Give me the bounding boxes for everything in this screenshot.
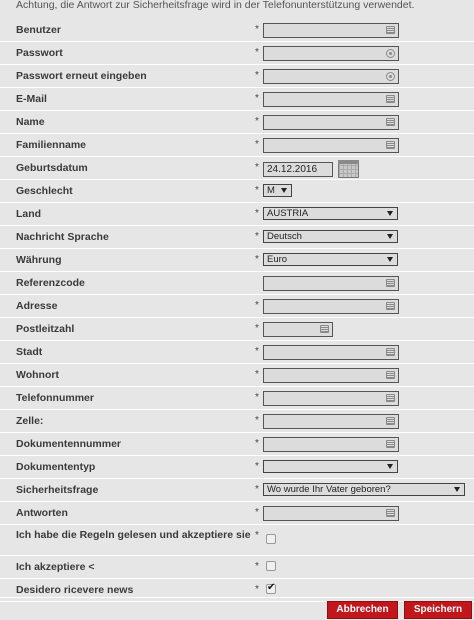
required-mark: * — [255, 162, 259, 173]
required-mark: * — [255, 484, 259, 495]
required-mark: * — [255, 461, 259, 472]
field-label: Ich habe die Regeln gelesen und akzeptiere sie — [16, 529, 251, 541]
selected-value: Deutsch — [267, 231, 302, 242]
required-mark: * — [255, 415, 259, 426]
form-row-zelle — [0, 410, 474, 433]
required-mark: * — [255, 185, 259, 196]
form-row-geschlecht — [0, 180, 474, 203]
field-label: Passwort — [16, 47, 63, 59]
required-mark: * — [255, 438, 259, 449]
form-row-referenzcode — [0, 272, 474, 295]
postleitzahl-input[interactable] — [263, 322, 333, 337]
registration-form — [0, 19, 474, 602]
chevron-down-icon — [387, 257, 393, 262]
stadt-input[interactable] — [263, 345, 399, 360]
name-input[interactable] — [263, 115, 399, 130]
field-label: Dokumententyp — [16, 461, 96, 473]
passwort-erneut-eingeben-input[interactable] — [263, 69, 399, 84]
form-footer — [0, 597, 474, 620]
save-button[interactable]: Speichern — [404, 601, 472, 619]
required-mark: * — [255, 507, 259, 518]
cancel-button[interactable]: Abbrechen — [327, 601, 398, 619]
selected-value: AUSTRIA — [267, 208, 309, 219]
telefonnummer-input[interactable] — [263, 391, 399, 406]
keyboard-icon — [386, 95, 395, 103]
form-row-familienname — [0, 134, 474, 157]
field-label: Telefonnummer — [16, 392, 94, 404]
field-label: E-Mail — [16, 93, 47, 105]
form-row-antworten — [0, 502, 474, 525]
field-label: Wohnort — [16, 369, 59, 381]
field-label: Geburtsdatum — [16, 162, 88, 174]
field-label: Stadt — [16, 346, 43, 358]
birthdate-input[interactable]: 24.12.2016 — [263, 162, 333, 177]
field-label: Referenzcode — [16, 277, 85, 289]
required-mark: * — [255, 323, 259, 334]
field-label: Benutzer — [16, 24, 61, 36]
adresse-input[interactable] — [263, 299, 399, 314]
field-label: Dokumentennummer — [16, 438, 122, 450]
keyboard-icon — [386, 26, 395, 34]
required-mark: * — [255, 47, 259, 58]
selected-value: Euro — [267, 254, 288, 265]
benutzer-input[interactable] — [263, 23, 399, 38]
required-mark: * — [255, 346, 259, 357]
required-mark: * — [255, 561, 259, 572]
land-select[interactable] — [263, 207, 398, 220]
reveal-password-icon[interactable] — [386, 49, 395, 58]
required-mark: * — [255, 139, 259, 150]
keyboard-icon — [386, 394, 395, 402]
dokumentennummer-input[interactable] — [263, 437, 399, 452]
zelle-input[interactable] — [263, 414, 399, 429]
form-row-ich-habe-die-regeln-gelesen-und-akzeptiere-sie — [0, 525, 474, 556]
form-row-telefonnummer — [0, 387, 474, 410]
chevron-down-icon — [387, 211, 393, 216]
form-row-geburtsdatum — [0, 157, 474, 180]
form-row-wohnort — [0, 364, 474, 387]
field-label: Name — [16, 116, 45, 128]
chevron-down-icon — [387, 464, 393, 469]
form-row-nachricht-sprache — [0, 226, 474, 249]
field-label: Geschlecht — [16, 185, 73, 197]
field-label: Ich akzeptiere < — [16, 561, 95, 573]
form-row-stadt — [0, 341, 474, 364]
field-label: Passwort erneut eingeben — [16, 70, 147, 82]
calendar-icon[interactable] — [338, 160, 359, 178]
security-notice: Achtung, die Antwort zur Sicherheitsfrage wird in der Telefonunterstützung verwendet. — [16, 0, 415, 11]
form-row-sicherheitsfrage — [0, 479, 474, 502]
selected-value: M — [267, 185, 275, 196]
form-row-land — [0, 203, 474, 226]
sicherheitsfrage-select[interactable] — [263, 483, 465, 496]
form-row-passwort — [0, 42, 474, 65]
passwort-input[interactable] — [263, 46, 399, 61]
form-row-dokumententyp — [0, 456, 474, 479]
field-label: Antworten — [16, 507, 68, 519]
keyboard-icon — [386, 302, 395, 310]
keyboard-icon — [386, 417, 395, 425]
keyboard-icon — [386, 279, 395, 287]
form-row-dokumentennummer — [0, 433, 474, 456]
field-label: Adresse — [16, 300, 58, 312]
chevron-down-icon — [281, 188, 287, 193]
wohnort-input[interactable] — [263, 368, 399, 383]
chevron-down-icon — [454, 487, 460, 492]
keyboard-icon — [386, 509, 395, 517]
form-row-benutzer — [0, 19, 474, 42]
required-mark: * — [255, 231, 259, 242]
field-label: Zelle: — [16, 415, 44, 427]
referenzcode-input[interactable] — [263, 276, 399, 291]
required-mark: * — [255, 584, 259, 595]
required-mark: * — [255, 530, 259, 541]
währung-select[interactable] — [263, 253, 398, 266]
field-label: Desidero ricevere news — [16, 584, 134, 596]
keyboard-icon — [386, 371, 395, 379]
required-mark: * — [255, 300, 259, 311]
form-row-e-mail — [0, 88, 474, 111]
desidero-ricevere-news-checkbox[interactable] — [266, 584, 276, 594]
form-row-name — [0, 111, 474, 134]
ich-habe-die-regeln-gelesen-un-checkbox[interactable] — [266, 534, 276, 544]
required-mark: * — [255, 369, 259, 380]
required-mark: * — [255, 70, 259, 81]
required-mark: * — [255, 254, 259, 265]
form-row-passwort-erneut-eingeben — [0, 65, 474, 88]
antworten-input[interactable] — [263, 506, 399, 521]
field-label: Nachricht Sprache — [16, 231, 109, 243]
field-label: Währung — [16, 254, 62, 266]
form-row-ich-akzeptiere — [0, 556, 474, 579]
field-label: Land — [16, 208, 42, 220]
form-row-adresse — [0, 295, 474, 318]
keyboard-icon — [386, 440, 395, 448]
required-mark: * — [255, 208, 259, 219]
keyboard-icon — [386, 348, 395, 356]
required-mark: * — [255, 116, 259, 127]
field-label: Familienname — [16, 139, 87, 151]
required-mark: * — [255, 24, 259, 35]
ich-akzeptiere-checkbox[interactable] — [266, 561, 276, 571]
keyboard-icon — [386, 118, 395, 126]
keyboard-icon — [320, 325, 329, 333]
form-row-postleitzahl — [0, 318, 474, 341]
required-mark: * — [255, 392, 259, 403]
field-label: Sicherheitsfrage — [16, 484, 99, 496]
selected-value: Wo wurde Ihr Vater geboren? — [267, 484, 391, 495]
nachricht-sprache-select[interactable] — [263, 230, 398, 243]
field-label: Postleitzahl — [16, 323, 75, 335]
dokumententyp-select[interactable] — [263, 460, 398, 473]
required-mark: * — [255, 93, 259, 104]
e-mail-input[interactable] — [263, 92, 399, 107]
chevron-down-icon — [387, 234, 393, 239]
keyboard-icon — [386, 141, 395, 149]
geschlecht-select[interactable] — [263, 184, 292, 197]
reveal-password-icon[interactable] — [386, 72, 395, 81]
form-row-währung — [0, 249, 474, 272]
familienname-input[interactable] — [263, 138, 399, 153]
